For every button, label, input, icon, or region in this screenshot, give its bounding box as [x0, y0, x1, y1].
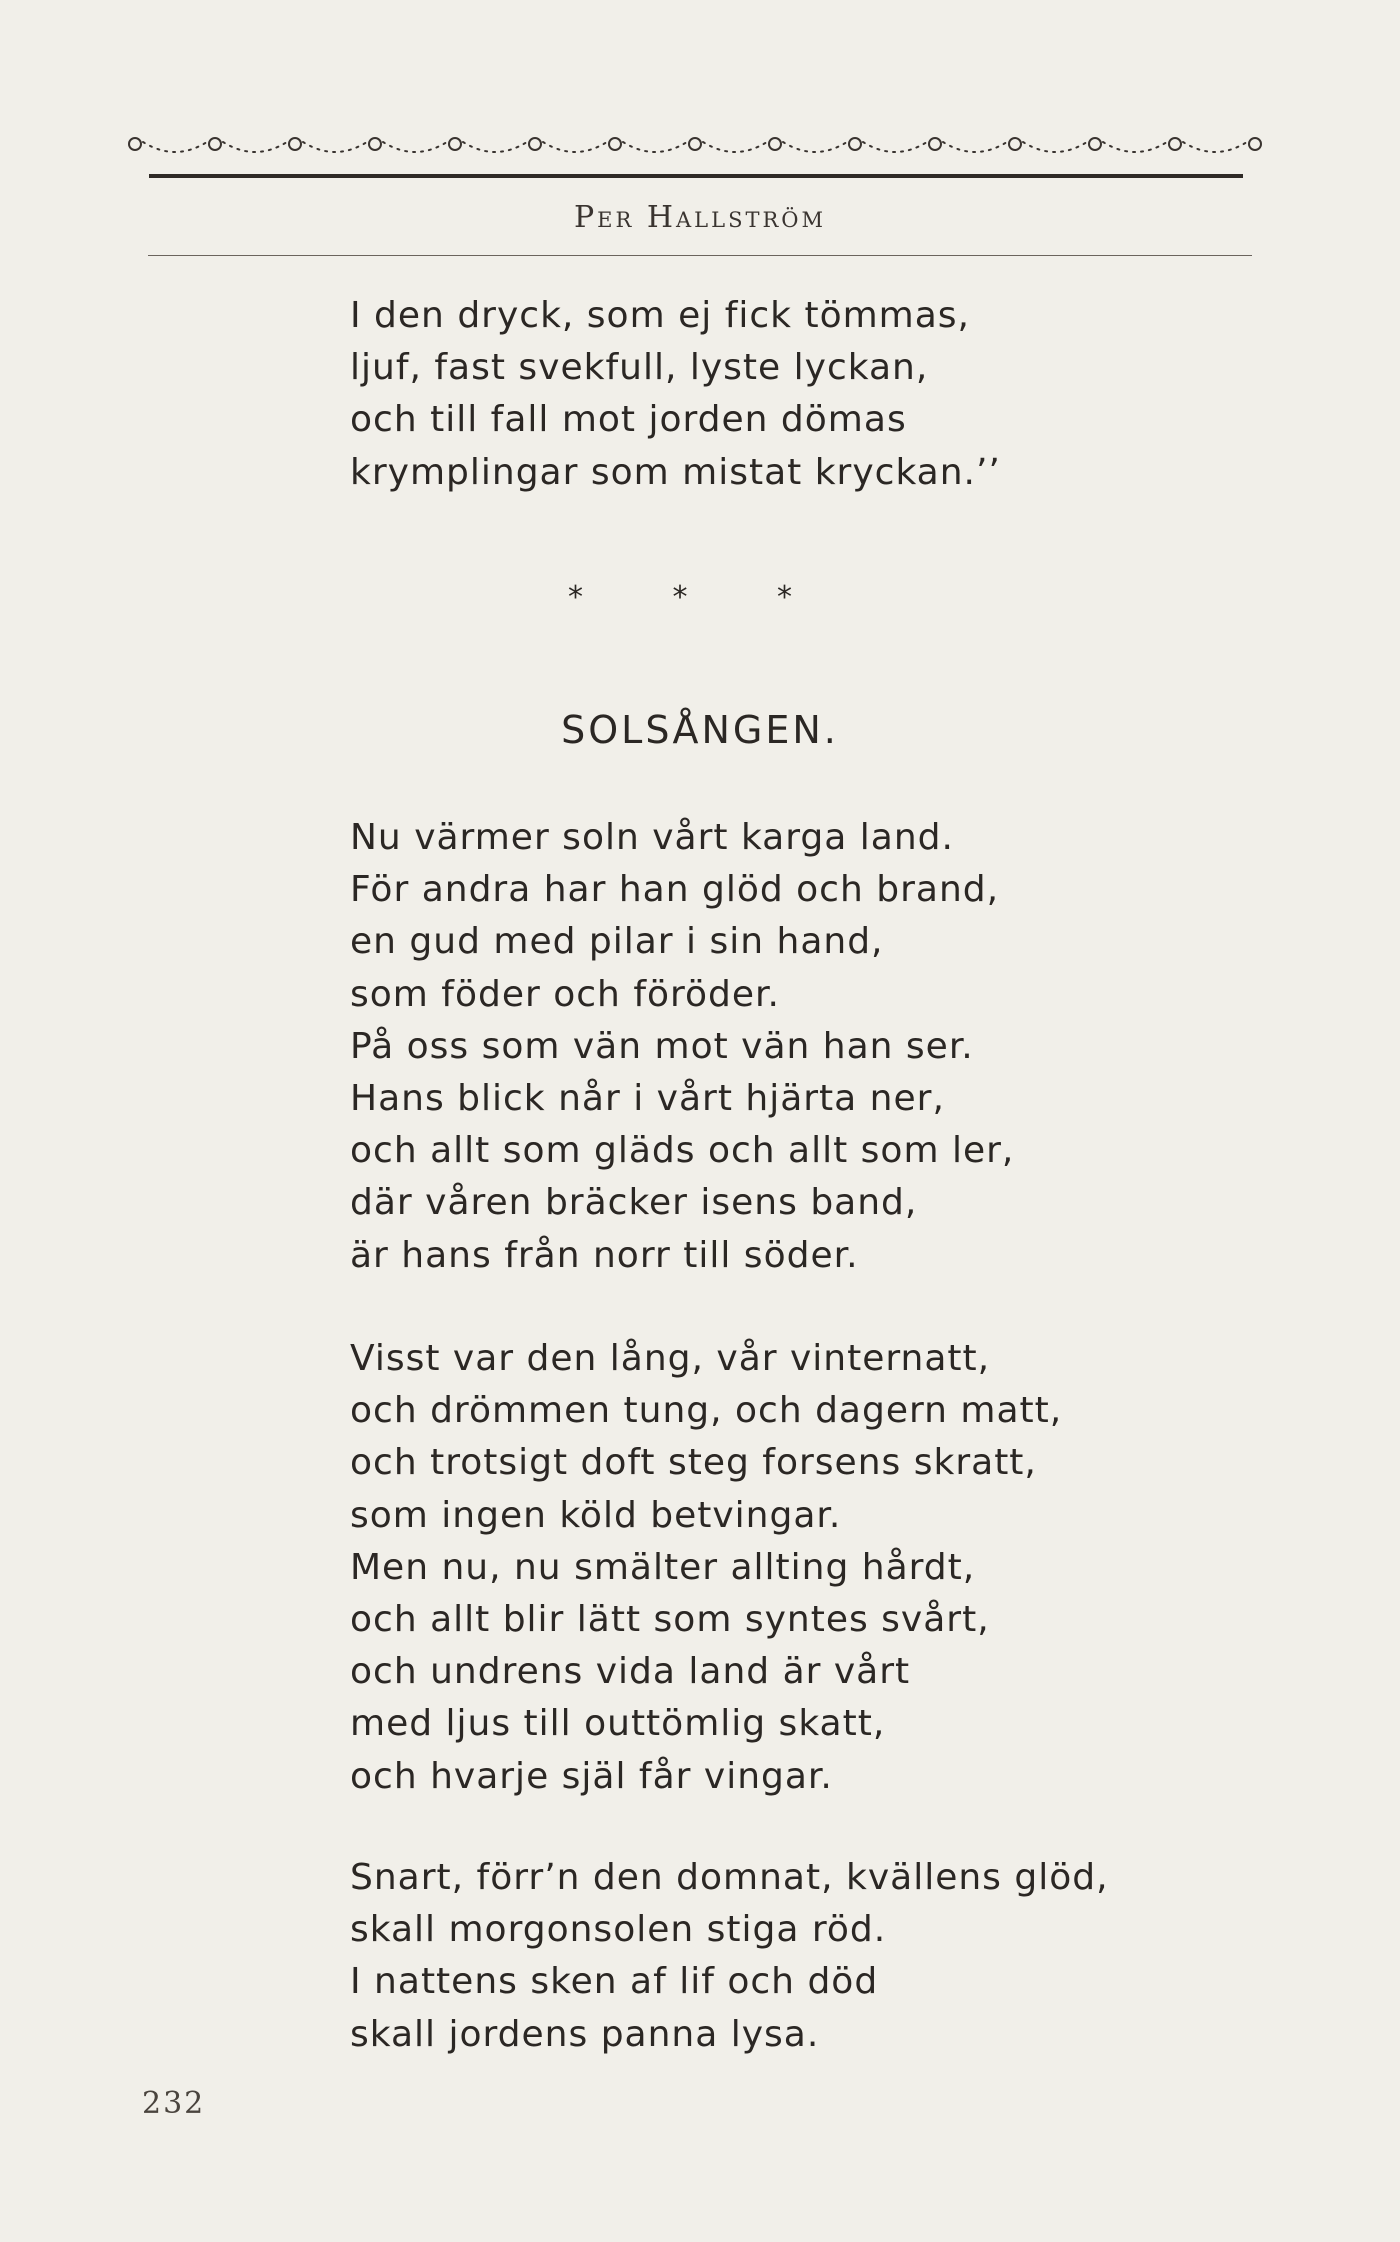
verse-line: skall morgonsolen stiga röd. [350, 1909, 887, 1951]
verse-line: och hvarje själ får vingar. [350, 1755, 833, 1797]
verse-line: där våren bräcker isens band, [350, 1182, 918, 1224]
decorative-header-border [127, 122, 1265, 182]
verse-line: Men nu, nu smälter allting hårdt, [350, 1546, 976, 1588]
running-head-author: Per Hallström [573, 200, 826, 235]
verse-line: skall jordens panna lysa. [350, 2013, 820, 2055]
continuation-stanza [350, 290, 1001, 499]
verse-line: och undrens vida land är vårt [350, 1651, 911, 1693]
verse-line: Hans blick når i vårt hjärta ner, [350, 1078, 945, 1120]
stanza-3 [350, 1852, 1109, 2061]
stanza-2 [350, 1333, 1062, 1803]
verse-line: och drömmen tung, och dagern matt, [350, 1390, 1063, 1432]
poem-title: SOLSÅNGEN. [561, 708, 839, 752]
verse-line: I den dryck, som ej fick tömmas, [350, 295, 970, 336]
verse-line: Visst var den lång, vår vinternatt, [350, 1338, 991, 1379]
verse-line: med ljus till outtömlig skatt, [350, 1703, 886, 1745]
page-number: 232 [142, 2086, 206, 2121]
verse-line: krymplingar som mistat kryckan.’’ [350, 451, 1001, 493]
header-rule [148, 255, 1252, 256]
verse-line: och allt som gläds och allt som ler, [350, 1130, 1015, 1172]
verse-line: På oss som vän mot vän han ser. [350, 1025, 974, 1067]
stanza-1 [350, 812, 1014, 1282]
verse-line: För andra har han glöd och brand, [350, 869, 1000, 911]
verse-line: är hans från norr till söder. [350, 1234, 859, 1276]
section-separator: * * * [567, 580, 833, 615]
verse-line: som föder och föröder. [350, 973, 780, 1015]
verse-line: och allt blir lätt som syntes svårt, [350, 1599, 990, 1641]
verse-line: ljuf, fast svekfull, lyste lyckan, [350, 347, 929, 389]
verse-line: Nu värmer soln vårt karga land. [350, 817, 954, 858]
verse-line: en gud med pilar i sin hand, [350, 921, 884, 963]
verse-line: som ingen köld betvingar. [350, 1494, 842, 1536]
verse-line: Snart, förr’n den domnat, kvällens glöd, [350, 1857, 1109, 1898]
verse-line: och till fall mot jorden dömas [350, 399, 907, 441]
verse-line: och trotsigt doft steg forsens skratt, [350, 1442, 1037, 1484]
verse-line: I nattens sken af lif och död [350, 1961, 879, 2003]
